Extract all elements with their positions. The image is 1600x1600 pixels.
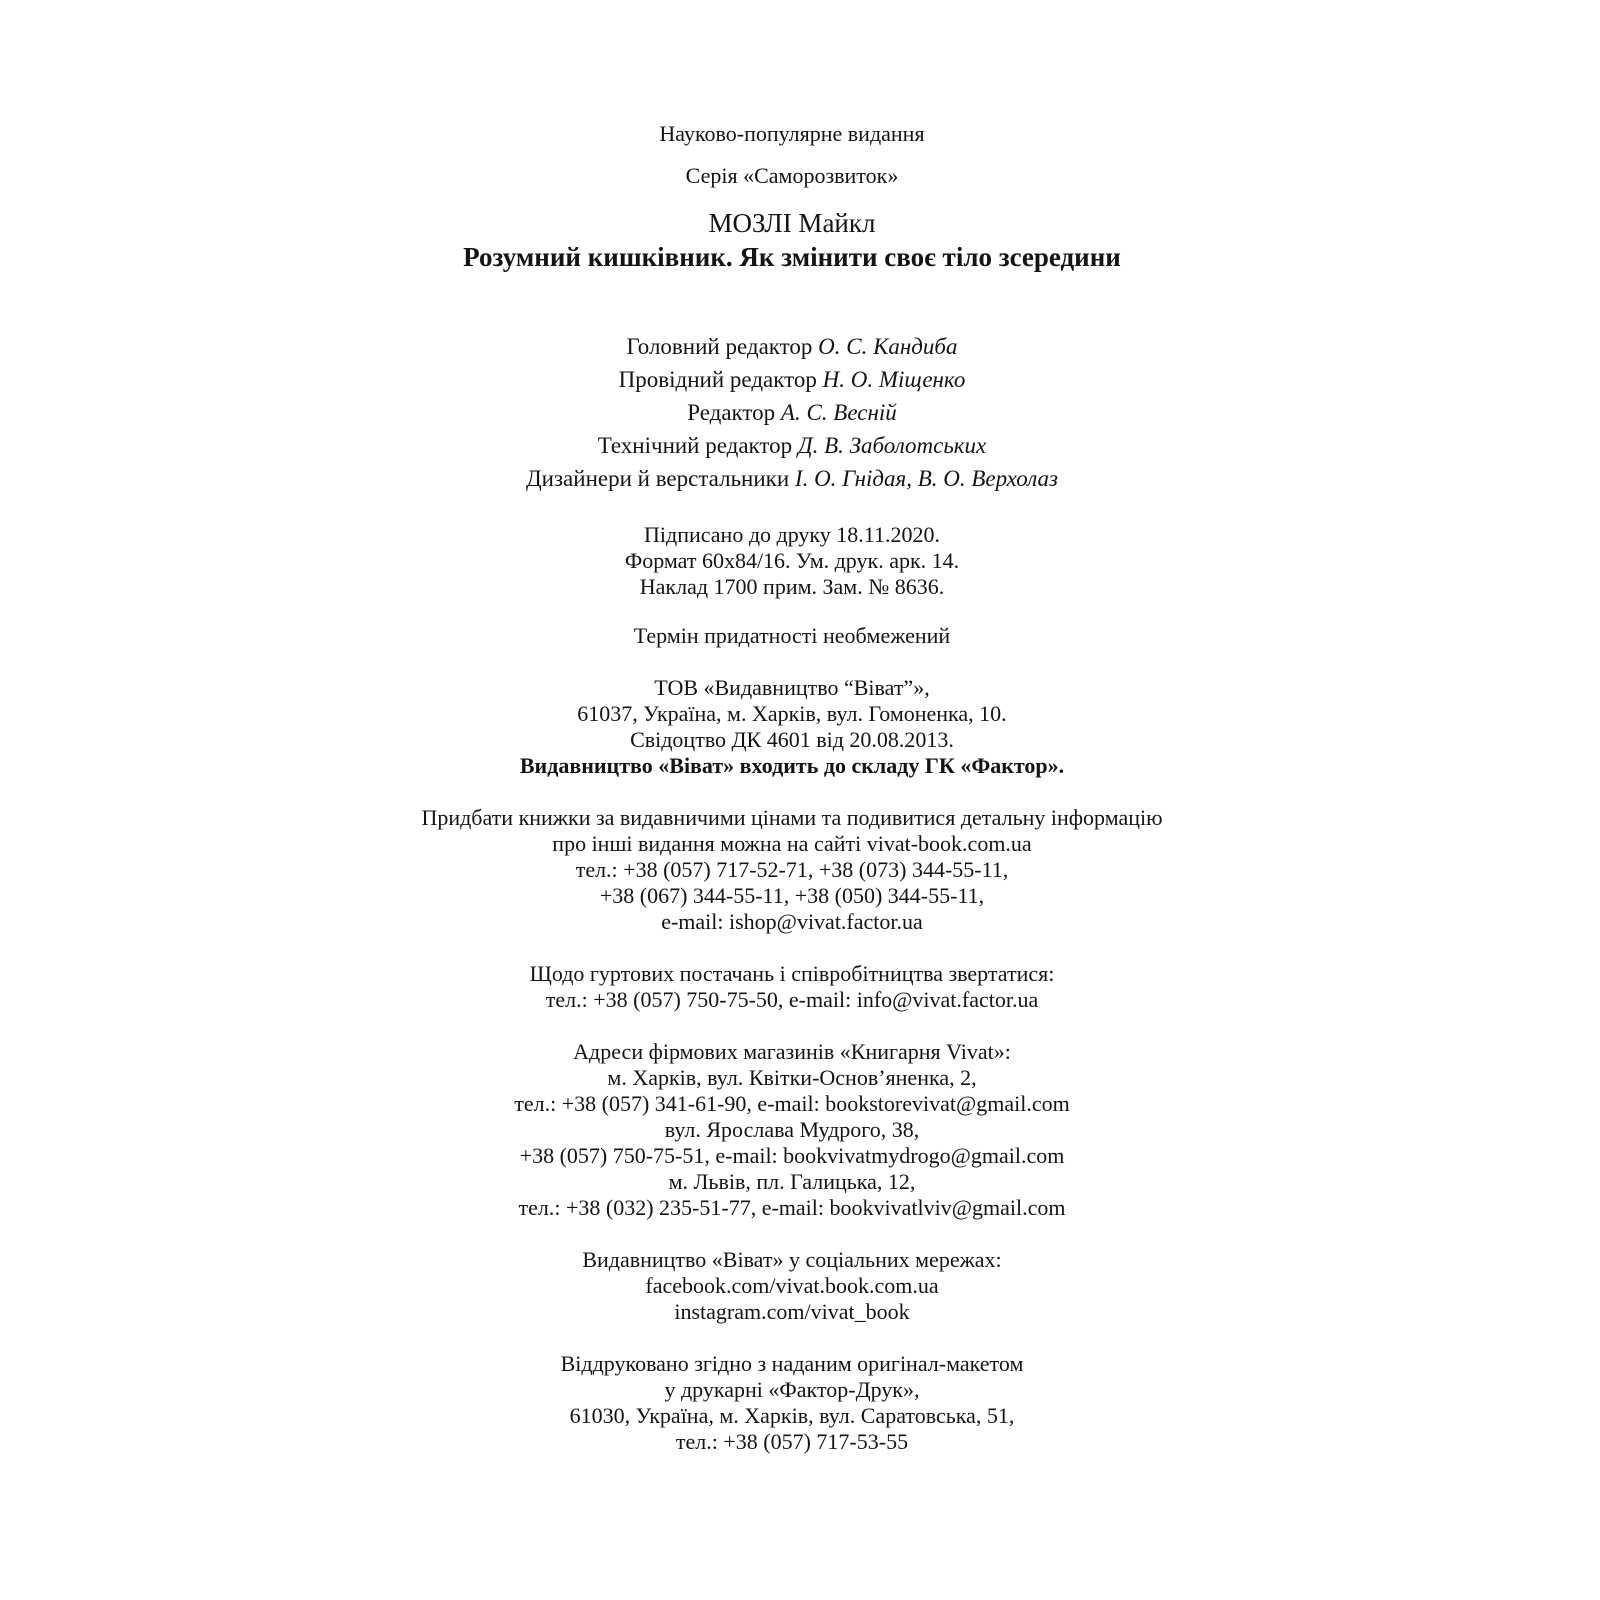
purchase-phones-1: тел.: +38 (057) 717-52-71, +38 (073) 344-55-11, <box>575 857 1009 882</box>
printing-house-note: Віддруковано згідно з наданим оригінал-макетом <box>560 1351 1024 1376</box>
social-facebook: facebook.com/vivat.book.com.ua <box>645 1273 939 1298</box>
signed-to-print: Підписано до друку 18.11.2020. <box>644 522 940 547</box>
staff-role: Головний редактор <box>626 334 813 359</box>
store-kharkiv-contact-2: +38 (057) 750-75-51, e-mail: bookvivatmydrogo@gmail.com <box>519 1143 1065 1168</box>
series-title: Серія «Саморозвиток» <box>685 163 899 188</box>
social-heading: Видавництво «Віват» у соціальних мережах: <box>582 1247 1002 1272</box>
staff-role: Технічний редактор <box>597 433 793 458</box>
publisher-company: ТОВ «Видавництво “Віват”», <box>654 675 930 700</box>
book-title: Розумний кишківник. Як змінити своє тіло зсередини <box>463 242 1121 272</box>
print-format: Формат 60х84/16. Ум. друк. арк. 14. <box>624 548 960 573</box>
store-kharkiv-address-1: м. Харків, вул. Квітки-Основ’яненка, 2, <box>607 1065 977 1090</box>
store-kharkiv-address-2: вул. Ярослава Мудрого, 38, <box>664 1117 920 1142</box>
staff-line-designers <box>0 462 1584 495</box>
staff-line-lead-editor <box>0 363 1584 396</box>
publisher-certificate: Свідоцтво ДК 4601 від 20.08.2013. <box>630 727 954 752</box>
wholesale-heading: Щодо гуртових постачань і співробітництва звертатися: <box>529 961 1055 986</box>
author-name: МОЗЛІ Майкл <box>708 208 876 238</box>
purchase-info-block <box>0 805 1584 935</box>
shelf-life: Термін придатності необмежений <box>633 623 951 648</box>
stores-block <box>0 1039 1584 1221</box>
printing-house-name: у друкарні «Фактор-Друк», <box>664 1377 920 1402</box>
purchase-email: e-mail: ishop@vivat.factor.ua <box>661 909 923 934</box>
staff-person: А. С. Весній <box>780 400 897 425</box>
staff-person: Д. В. Заболотських <box>797 433 987 458</box>
staff-block <box>0 330 1584 495</box>
staff-line-chief-editor <box>0 330 1584 363</box>
header-block <box>0 121 1584 274</box>
staff-person: Н. О. Міщенко <box>822 367 966 392</box>
store-lviv-contact: тел.: +38 (032) 235-51-77, e-mail: bookvivatlviv@gmail.com <box>518 1195 1066 1220</box>
publisher-group-note: Видавництво «Віват» входить до складу ГК «Фактор». <box>519 753 1065 778</box>
staff-person: О. С. Кандиба <box>818 334 958 359</box>
wholesale-contact: тел.: +38 (057) 750-75-50, e-mail: info@vivat.factor.ua <box>545 987 1039 1012</box>
colophon-content <box>0 121 1584 1455</box>
store-lviv-address: м. Львів, пл. Галицька, 12, <box>668 1169 916 1194</box>
staff-role: Дизайнери й верстальники <box>525 466 790 491</box>
purchase-info: Придбати книжки за видавничими цінами та подивитися детальну інформацію <box>421 805 1163 830</box>
wholesale-block <box>0 961 1584 1013</box>
shelf-life-block <box>0 623 1584 649</box>
social-instagram: instagram.com/vivat_book <box>674 1299 910 1324</box>
circulation: Наклад 1700 прим. Зам. № 8636. <box>639 574 945 599</box>
edition-type: Науково-популярне видання <box>659 121 925 146</box>
publisher-address: 61037, Україна, м. Харків, вул. Гомоненка, 10. <box>577 701 1007 726</box>
stores-heading: Адреси фірмових магазинів «Книгарня Vivat»: <box>573 1039 1011 1064</box>
staff-role: Редактор <box>687 400 776 425</box>
store-kharkiv-contact-1: тел.: +38 (057) 341-61-90, e-mail: bookstorevivat@gmail.com <box>514 1091 1070 1116</box>
purchase-website: про інші видання можна на сайті vivat-book.com.ua <box>552 831 1032 856</box>
social-block <box>0 1247 1584 1325</box>
printing-house-block <box>0 1351 1584 1455</box>
staff-line-editor <box>0 396 1584 429</box>
purchase-phones-2: +38 (067) 344-55-11, +38 (050) 344-55-11, <box>599 883 985 908</box>
staff-line-technical-editor <box>0 429 1584 462</box>
staff-role: Провідний редактор <box>618 367 817 392</box>
printing-house-address: 61030, Україна, м. Харків, вул. Саратовська, 51, <box>569 1403 1015 1428</box>
printing-house-phone: тел.: +38 (057) 717-53-55 <box>675 1429 909 1454</box>
imprint-block <box>0 522 1584 600</box>
publisher-block <box>0 675 1584 779</box>
staff-person: І. О. Гнідая, В. О. Верхолаз <box>794 466 1059 491</box>
